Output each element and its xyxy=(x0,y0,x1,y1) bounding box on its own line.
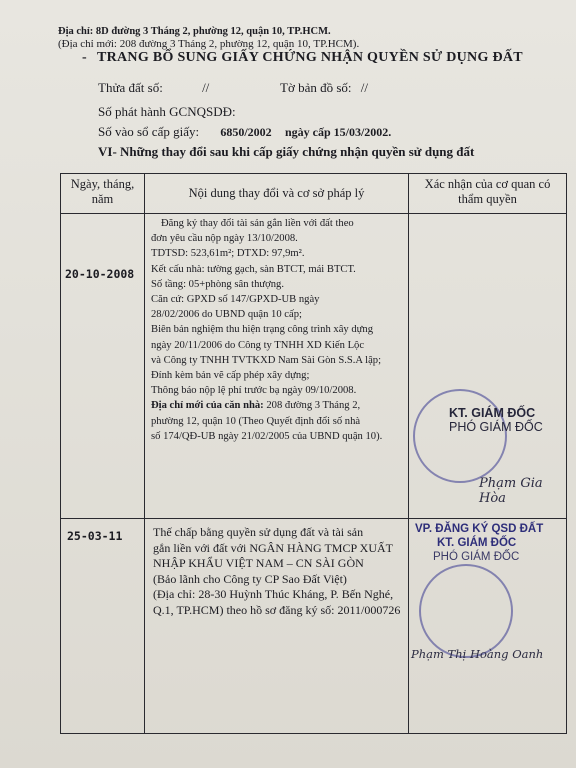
row1-line: đơn yêu cầu nộp ngày 13/10/2008. xyxy=(151,233,298,245)
row1-content xyxy=(145,214,409,519)
row1-line: TDTSD: 523,61m²; DTXD: 97,9m². xyxy=(151,248,305,260)
map-value: // xyxy=(360,80,368,95)
serial-field xyxy=(98,104,236,120)
page-title: - TRANG BỔ SUNG GIẤY CHỨNG NHẬN QUYỀN SỬ DỤNG ĐẤT xyxy=(82,50,523,65)
col-header-date: Ngày, tháng, năm xyxy=(61,174,145,214)
row1-line: và Công ty TNHH TVTKXD Nam Sài Gòn S.S.A lập; xyxy=(151,354,382,366)
row1-line: Kết cấu nhà: tường gạch, sàn BTCT, mái BTCT. xyxy=(151,263,356,275)
book-value: 6850/2002 xyxy=(220,125,272,139)
row1-line: số 174/QĐ-UB ngày 21/02/2005 của UBND quận 10). xyxy=(151,430,383,442)
row1-address-label: Địa chỉ mới của căn nhà: xyxy=(151,400,264,412)
signer-name: Phạm Gia Hòa xyxy=(479,476,543,506)
row2-line: gắn liền với đất với NGÂN HÀNG TMCP XUẤT xyxy=(153,540,394,555)
row1-line: Đính kèm bản vẽ cấp phép xây dựng; xyxy=(151,370,310,382)
signer-name: Phạm Thị Hoàng Oanh xyxy=(411,647,544,661)
row2-line: (Bảo lãnh cho Công ty CP Sao Đất Việt) xyxy=(153,571,347,586)
row2-line: Q.1, TP.HCM) theo hồ sơ đăng ký số: 2011/000726 xyxy=(153,602,401,617)
official-seal xyxy=(419,564,513,658)
row1-line: 28/02/2006 do UBND quận 10 cấp; xyxy=(151,309,302,321)
row1-line: Số tầng: 05+phòng sân thượng. xyxy=(151,278,284,290)
book-field xyxy=(98,124,391,140)
col-header-confirm: Xác nhận của cơ quan có thẩm quyền xyxy=(409,174,567,214)
signature-title: VP. ĐĂNG KÝ QSD ĐẤT xyxy=(415,523,544,535)
table-header-row xyxy=(61,174,567,214)
row2-line: Thế chấp bằng quyền sử dụng đất và tài sản xyxy=(153,525,364,539)
book-label: Số vào sổ cấp giấy: xyxy=(98,124,200,139)
row1-line: Căn cứ: GPXD số 147/GPXD-UB ngày xyxy=(151,294,320,306)
row1-address-text: 208 đường 3 Tháng 2, xyxy=(263,400,361,412)
row1-date: 20-10-2008 xyxy=(61,214,145,519)
plot-label: Thửa đất số: xyxy=(98,80,163,95)
row1-confirm xyxy=(409,214,567,519)
address-old: Địa chỉ: 8D đường 3 Tháng 2, phường 12, quận 10, TP.HCM. xyxy=(58,26,331,37)
changes-table xyxy=(60,173,567,734)
row2-confirm xyxy=(409,519,567,734)
row2-line: NHẬP KHẨU VIỆT NAM – CN SÀI GÒN xyxy=(153,556,364,571)
signature-title-2: PHÓ GIÁM ĐỐC xyxy=(449,420,543,434)
row1-address xyxy=(151,398,404,413)
row2-date: 25-03-11 xyxy=(61,519,145,734)
plot-field xyxy=(98,80,209,96)
table-row xyxy=(61,214,567,519)
col-header-content: Nội dung thay đổi và cơ sở pháp lý xyxy=(145,174,409,214)
table-row xyxy=(61,519,567,734)
official-seal xyxy=(413,389,507,483)
row2-line: (Địa chỉ: 28-30 Huỳnh Thúc Kháng, P. Bến Nghé, xyxy=(153,587,394,602)
page-title-text: TRANG BỔ SUNG GIẤY CHỨNG NHẬN QUYỀN SỬ DỤNG ĐẤT xyxy=(96,50,523,65)
issue-date: ngày cấp 15/03/2002. xyxy=(284,125,392,139)
address-new: (Địa chỉ mới: 208 đường 3 Tháng 2, phường 12, quận 10, TP.HCM). xyxy=(58,38,360,50)
signature-title-2: KT. GIÁM ĐỐC xyxy=(437,537,517,549)
row1-line: Biên bản nghiệm thu hiện trạng công trình xây dựng xyxy=(151,324,373,336)
map-field xyxy=(280,80,368,96)
row1-line: Đăng ký thay đổi tài sản gắn liền với đất theo xyxy=(161,218,354,229)
row1-line: Thông báo nộp lệ phí trước bạ ngày 09/10/2008. xyxy=(151,385,357,397)
row1-line: ngày 20/11/2006 do Công ty TNHH XD Kiến Lộc xyxy=(151,339,365,351)
serial-label: Số phát hành GCNQSDĐ: xyxy=(98,104,236,119)
map-label: Tờ bản đồ số: xyxy=(280,80,352,95)
row2-content xyxy=(145,519,409,734)
plot-value: // xyxy=(202,80,210,95)
section-title: VI- Những thay đổi sau khi cấp giấy chứng nhận quyền sử dụng đất xyxy=(98,144,475,159)
signature-title: KT. GIÁM ĐỐC xyxy=(449,406,536,420)
signature-title-3: PHÓ GIÁM ĐỐC xyxy=(433,551,520,563)
row1-line: phường 12, quận 10 (Theo Quyết định đổi số nhà xyxy=(151,415,361,427)
